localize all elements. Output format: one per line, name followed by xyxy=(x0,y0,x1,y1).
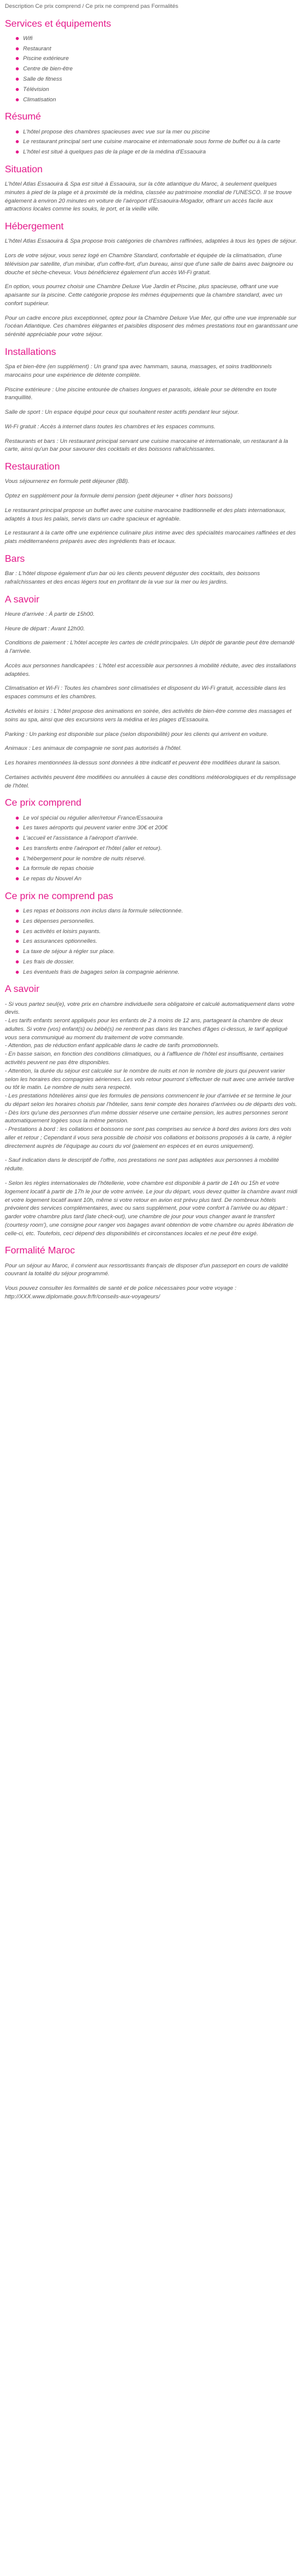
paragraph: Pour un cadre encore plus exceptionnel, optez pour la Chambre Deluxe Vue Mer, qui offre une vue imprenable sur l'océan Atlantique. Ces chambres élégantes et paisibles disposent des mêmes prestations tout en garantissant une sérénité appréciable pour votre séjour. xyxy=(5,314,298,339)
list-item: Les frais de dossier. xyxy=(23,958,298,966)
paragraph: Activités et loisirs : L'hôtel propose des animations en soirée, des activités de bien-être comme des massages et soins au spa, ainsi que des excursions vers la médina et les plages d'Essaouira. xyxy=(5,708,291,723)
list-item: Centre de bien-être xyxy=(23,65,298,73)
paragraph: Le restaurant à la carte offre une expérience culinaire plus intime avec des spécialités marocaines raffinées et des plats méditerranéens préparés avec des ingrédients frais et locaux. xyxy=(5,530,296,545)
section-title: Ce prix ne comprend pas xyxy=(5,891,113,902)
list-item: Climatisation xyxy=(23,96,298,104)
paragraph: Accès aux personnes handicapées : L'hôtel est accessible aux personnes à mobilité réduite, avec des installations adaptées. xyxy=(5,662,296,678)
section-installations xyxy=(5,346,298,454)
bullet-list xyxy=(5,35,298,104)
section-restauration xyxy=(5,461,298,546)
paragraph: En option, vous pourrez choisir une Chambre Deluxe Vue Jardin et Piscine, plus spacieuse, offrant une vue apaisante sur la piscine. Cette catégorie propose les mêmes équipements que la chambre standard, avec un confort supérieur. xyxy=(5,283,282,307)
paragraph: Parking : Un parking est disponible sur place (selon disponibilité) pour les clients qui arrivent en voiture. xyxy=(5,730,268,738)
list-item: La formule de repas choisie xyxy=(23,865,298,873)
paragraph: L'hôtel Atlas Essaouira & Spa propose trois catégories de chambres raffinées, adaptées à tous les types de séjour. xyxy=(5,238,298,245)
section-title: Situation xyxy=(5,164,43,175)
section-savoir2 xyxy=(5,983,298,1238)
list-item: L'hôtel propose des chambres spacieuses avec vue sur la mer ou piscine xyxy=(23,128,298,137)
content xyxy=(5,18,298,1301)
section-title: Bars xyxy=(5,553,25,564)
list-item: Télévision xyxy=(23,86,298,94)
list-item: La taxe de séjour à régler sur place. xyxy=(23,948,298,956)
section-title: Ce prix comprend xyxy=(5,798,82,809)
section-bars xyxy=(5,553,298,587)
paragraph: Salle de sport : Un espace équipé pour ceux qui souhaitent rester actifs pendant leur séjour. xyxy=(5,409,239,416)
section-savoir1 xyxy=(5,594,298,791)
list-item: Piscine extérieure xyxy=(23,55,298,63)
paragraph: Optez en supplément pour la formule demi pension (petit déjeuner + dîner hors boissons) xyxy=(5,493,233,500)
tabs-line: Description Ce prix comprend / Ce prix ne comprend pas Formalités xyxy=(5,3,179,10)
list-item: L'hôtel est situé à quelques pas de la plage et de la médina d'Essaouira xyxy=(23,148,298,157)
bullet-list xyxy=(5,814,298,883)
paragraph: Animaux : Les animaux de compagnie ne sont pas autorisés à l'hôtel. xyxy=(5,745,182,752)
paragraph: Conditions de paiement : L'hôtel accepte les cartes de crédit principales. Un dépôt de garantie peut être demandé à l'arrivée. xyxy=(5,639,295,655)
list-item: Wifi xyxy=(23,35,298,43)
paragraph: Pour un séjour au Maroc, il convient aux ressortissants français de disposer d'un passeport en cours de validité couvrant la totalité du séjour programmé. xyxy=(5,1262,288,1278)
section-title: Résumé xyxy=(5,112,41,123)
paragraph: - Selon les règles internationales de l'hôtellerie, votre chambre est disponible à partir de 14h ou 15h et votre logement locatif à partir de 17h le jour de votre arrivée. Le jour du départ, vous devez quitter la chambre avant midi et votre logement locatif avant 10h, même si votre retour en avion est prévu plus tard. De nombreux hôtels prévoient des services complémentaires, avec ou sans supplément, pour votre confort à l'arrivée ou au départ : garder votre chambre plus tard (late check-out), une chambre de jour pour vous changer avant le transfert (courtesy room'), une consigne pour ranger vos bagages avant obtention de votre chambre ou après libération de celle-ci, etc. Toutefois, ceci dépend des disponibilités et circonstances locales et ne peut être exigé. xyxy=(5,1179,298,1237)
list-item: Les taxes aéroports qui peuvent varier entre 30€ et 200€ xyxy=(23,824,298,832)
section-ne_comprend xyxy=(5,891,298,977)
list-item: Les transferts entre l'aéroport et l'hôtel (aller et retour). xyxy=(23,845,298,853)
list-item: Le vol spécial ou régulier aller/retour France/Essaouira xyxy=(23,814,298,823)
paragraph: Climatisation et Wi-Fi : Toutes les chambres sont climatisées et disposent du Wi-Fi gratuit, accessible dans les espaces communs et les chambres. xyxy=(5,685,286,701)
list-item: L'accueil et l'assistance à l'aéroport d'arrivée. xyxy=(23,834,298,843)
paragraph: Spa et bien-être (en supplément) : Un grand spa avec hammam, sauna, massages, et soins traditionnels marocains pour une expérience de détente complète. xyxy=(5,363,272,379)
section-resume xyxy=(5,111,298,156)
section-formalite xyxy=(5,1245,298,1301)
list-item: Salle de fitness xyxy=(23,75,298,84)
paragraph: Le restaurant principal propose un buffet avec une cuisine marocaine traditionnelle et des plats internationaux, adaptés à tous les palais, servis dans un cadre spacieux et agréable. xyxy=(5,507,286,522)
paragraph: - Sauf indication dans le descriptif de l'offre, nos prestations ne sont pas adaptées aux personnes à mobilité réduite. xyxy=(5,1157,279,1173)
paragraph: Certaines activités peuvent être modifiées ou annulées à cause des conditions météorologiques et du remplissage de l'hôtel. xyxy=(5,774,296,789)
list-item: Les dépenses personnelles. xyxy=(23,917,298,926)
paragraph: Piscine extérieure : Une piscine entourée de chaises longues et parasols, idéale pour se détendre en toute tranquillité. xyxy=(5,386,277,402)
paragraph: L'hôtel Atlas Essaouira & Spa est situé à Essaouira, sur la côte atlantique du Maroc, à seulement quelques minutes à pied de la plage et à proximité de la médina, classée au patrimoine mondial de l'UNESCO. Il se trouve également à environ 20 minutes en voiture de l'aéroport d'Essaouira-Mogador, offrant un accès facile aux attractions locales comme les souks, le port, et la vieille ville. xyxy=(5,180,292,213)
paragraph: Restaurants et bars : Un restaurant principal servant une cuisine marocaine et internationale, un restaurant à la carte, ainsi qu'un bar pour savourer des cocktails et des boissons rafraîchissantes. xyxy=(5,437,288,453)
section-title: Hébergement xyxy=(5,221,64,232)
section-situation xyxy=(5,164,298,214)
section-title: A savoir xyxy=(5,984,39,995)
list-item: L'hébergement pour le nombre de nuits réservé. xyxy=(23,855,298,863)
paragraph: Heure de départ : Avant 12h00. xyxy=(5,625,85,632)
paragraph: Wi-Fi gratuit : Accès à internet dans toutes les chambres et les espaces communs. xyxy=(5,423,216,430)
paragraph: Les horaires mentionnées là-dessus sont données à titre indicatif et peuvent être modifiées durant la saison. xyxy=(5,760,281,767)
paragraph: Vous pouvez consulter les formalités de santé et de police nécessaires pour votre voyage : http://XXX.www.diplomatie.gouv.fr/fr/conseils-aux-voyageurs/ xyxy=(5,1285,236,1300)
list-item: Restaurant xyxy=(23,45,298,53)
section-services xyxy=(5,18,298,104)
paragraph: Bar : L'hôtel dispose également d'un bar où les clients peuvent déguster des cocktails, des boissons rafraîchissantes et des encas légers tout en profitant de la vue sur la mer ou les jardins. xyxy=(5,570,260,585)
bullet-list xyxy=(5,907,298,976)
section-title: Installations xyxy=(5,346,56,357)
paragraph: - Si vous partez seul(e), votre prix en chambre individuelle sera obligatoire et calculé automatiquement dans votre devis. - Les tarifs enfants seront appliqués pour les enfants de 2 à moins de 12 ans, partageant la chambre de deux adultes. Si votre (vos) enfant(s) ou bébé(s) ne rentrent pas dans les tranches d'âges ci-dessus, le tarif appliqué vous sera communiqué au moment du traitement de votre commande. - Attention, pas de réduction enfant applicable dans le cadre de tarifs promotionnels. - En basse saison, en fonction des conditions climatiques, ou à l'affluence de l'hôtel est insuffisante, certaines activités peuvent ne pas être disponibles. - Attention, la durée du séjour est calculée sur le nombre de nuits et non le nombre de jours qui peuvent varier selon les horaires des compagnies aériennes. Les vols retour pourront s'effectuer de nuit avec une arrivée tardive ou tôt le matin. Le nombre de nuits sera respecté. - Les prestations hôtelières ainsi que les formules de pensions commencent le jour d'arrivée et se termine le jour du départ selon les horaires choisis par l'hôtelier, sans tenir compte des horaires d'arrivées ou de départs des vols. - Dès lors qu'une des personnes d'un même dossier réserve une certaine pension, les autres personnes seront automatiquement logées sous la même pension. - Prestations à bord : les collations et boissons ne sont pas comprises au service à bord des avions lors des vols aller et retour ; Cependant il vous sera possible de choisir vos collations et boissons proposés à la carte, à régler directement auprès de l'équipage au cours du vol (paiement en espèces et en euros uniquement). xyxy=(5,1000,298,1150)
bullet-list xyxy=(5,128,298,157)
paragraph: Vous séjournerez en formule petit déjeuner (BB). xyxy=(5,478,130,485)
list-item: Le restaurant principal sert une cuisine marocaine et internationale sous forme de buffet ou à la carte xyxy=(23,138,298,146)
paragraph: Heure d'arrivée : À partir de 15h00. xyxy=(5,610,95,618)
list-item: Le repas du Nouvel An xyxy=(23,875,298,883)
section-hebergement xyxy=(5,221,298,339)
section-comprend xyxy=(5,797,298,883)
list-item: Les assurances optionnelles. xyxy=(23,937,298,946)
list-item: Les repas et boissons non inclus dans la formule sélectionnée. xyxy=(23,907,298,915)
paragraph: Lors de votre séjour, vous serez logé en Chambre Standard, confortable et équipée de la climatisation, d'une télévision par satellite, d'un minibar, d'un coffre-fort, d'un bureau, ainsi que d'une salle de bains avec baignoire ou douche et sèche-cheveux. Vous bénéficierez également d'un accès Wi-Fi gratuit. xyxy=(5,252,293,276)
section-title: Services et équipements xyxy=(5,18,112,29)
section-title: Formalité Maroc xyxy=(5,1246,75,1256)
list-item: Les éventuels frais de bagages selon la compagnie aérienne. xyxy=(23,968,298,977)
section-title: Restauration xyxy=(5,462,60,473)
list-item: Les activités et loisirs payants. xyxy=(23,928,298,936)
section-title: A savoir xyxy=(5,594,39,605)
